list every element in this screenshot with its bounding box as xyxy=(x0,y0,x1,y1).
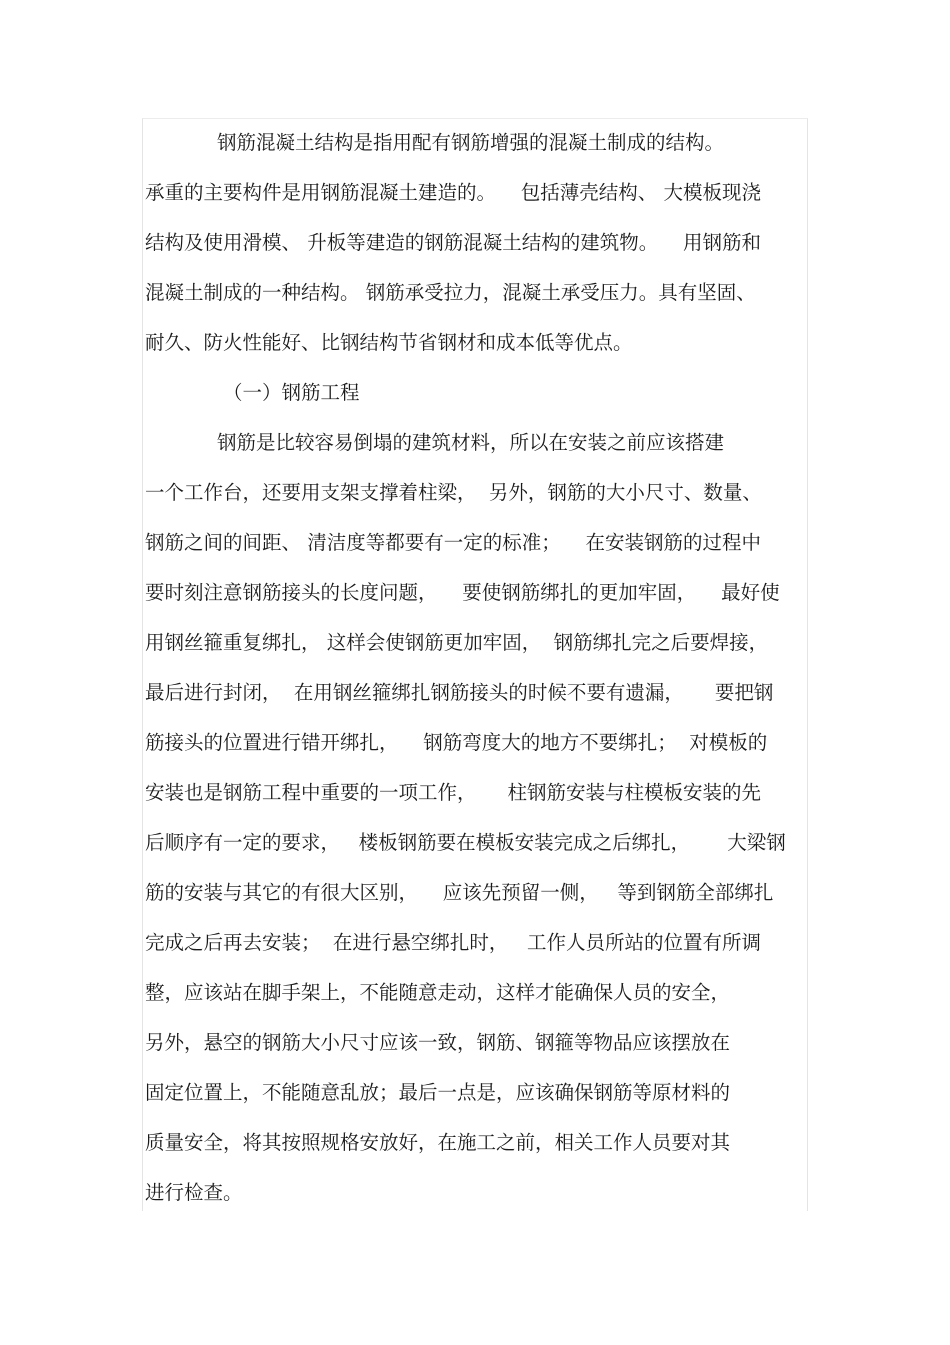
paragraph-line: 质量安全，将其按照规格安放好，在施工之前，相关工作人员要对其 xyxy=(145,1131,731,1154)
paragraph-line: 要时刻注意钢筋接头的长度问题， 要使钢筋绑扎的更加牢固， 最好使 xyxy=(145,581,780,604)
paragraph-rebar-engineering xyxy=(145,418,805,1218)
paragraph-line: 承重的主要构件是用钢筋混凝土建造的。 包括薄壳结构、 大模板现浇 xyxy=(145,181,761,204)
section-heading: （一）钢筋工程 xyxy=(223,381,360,404)
paragraph-line: 筋的安装与其它的有很大区别， 应该先预留一侧， 等到钢筋全部绑扎 xyxy=(145,881,774,904)
paragraph-line: 后顺序有一定的要求， 楼板钢筋要在模板安装完成之后绑扎， 大梁钢 xyxy=(145,831,786,854)
paragraph-line: 整，应该站在脚手架上，不能随意走动，这样才能确保人员的安全， xyxy=(145,981,731,1004)
paragraph-line: 另外，悬空的钢筋大小尺寸应该一致，钢筋、钢箍等物品应该摆放在 xyxy=(145,1031,731,1054)
paragraph-line: 混凝土制成的一种结构。 钢筋承受拉力，混凝土承受压力。具有坚固、 xyxy=(145,281,756,304)
paragraph-line: 完成之后再去安装； 在进行悬空绑扎时， 工作人员所站的位置有所调 xyxy=(145,931,761,954)
paragraph-line: 钢筋混凝土结构是指用配有钢筋增强的混凝土制成的结构。 xyxy=(217,131,725,154)
paragraph-line: 一个工作台，还要用支架支撑着柱梁， 另外，钢筋的大小尺寸、数量、 xyxy=(145,481,762,504)
paragraph-line: 固定位置上，不能随意乱放；最后一点是，应该确保钢筋等原材料的 xyxy=(145,1081,731,1104)
paragraph-line: 耐久、防火性能好、比钢结构节省钢材和成本低等优点。 xyxy=(145,331,633,354)
paragraph-intro xyxy=(145,118,805,368)
paragraph-line: 钢筋是比较容易倒塌的建筑材料，所以在安装之前应该搭建 xyxy=(217,431,725,454)
paragraph-line: 结构及使用滑模、 升板等建造的钢筋混凝土结构的建筑物。 用钢筋和 xyxy=(145,231,761,254)
paragraph-line: 用钢丝箍重复绑扎， 这样会使钢筋更加牢固， 钢筋绑扎完之后要焊接， xyxy=(145,631,769,654)
paragraph-line: 安装也是钢筋工程中重要的一项工作， 柱钢筋安装与柱模板安装的先 xyxy=(145,781,761,804)
paragraph-line: 进行检查。 xyxy=(145,1181,243,1204)
paragraph-line: 筋接头的位置进行错开绑扎， 钢筋弯度大的地方不要绑扎； 对模板的 xyxy=(145,731,768,754)
paragraph-line: 钢筋之间的间距、 清洁度等都要有一定的标准； 在安装钢筋的过程中 xyxy=(145,531,761,554)
document-body xyxy=(145,118,805,1218)
paragraph-line: 最后进行封闭， 在用钢丝箍绑扎钢筋接头的时候不要有遗漏， 要把钢 xyxy=(145,681,774,704)
